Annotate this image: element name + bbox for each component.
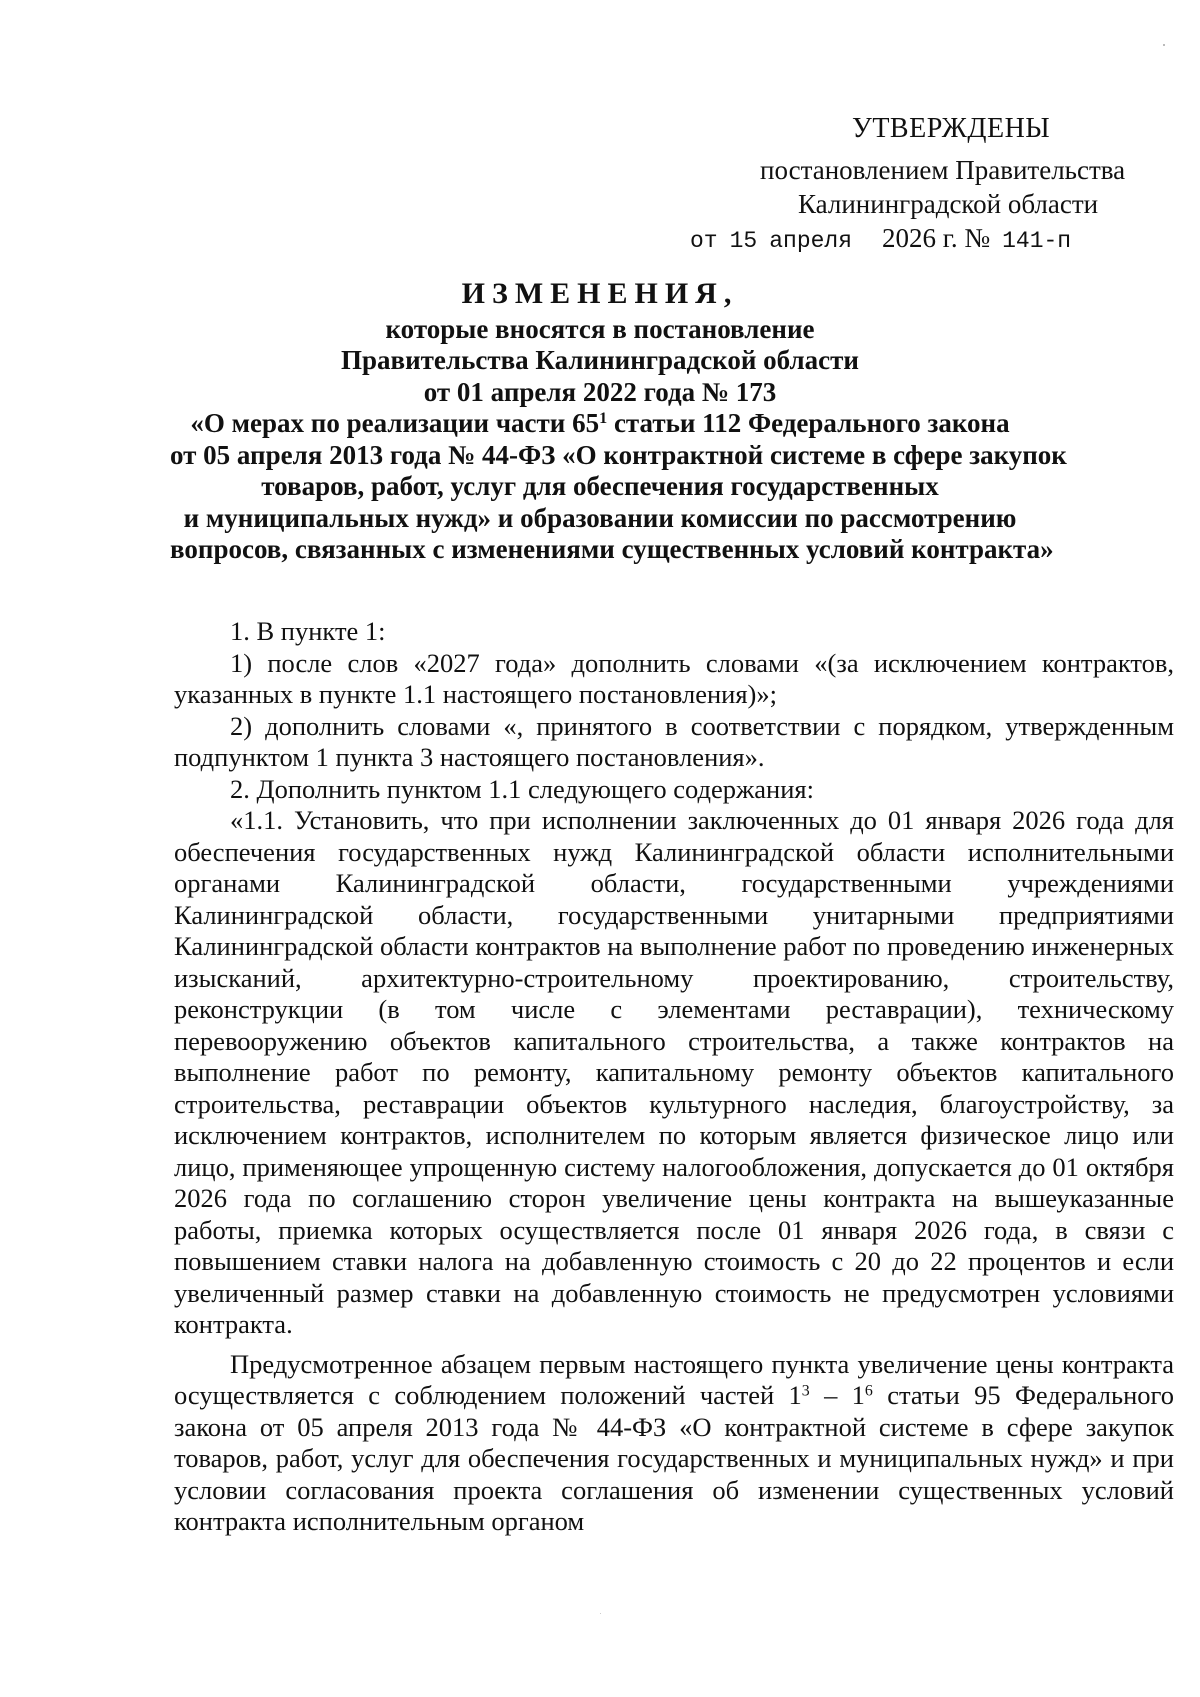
approval-title: УТВЕРЖДЕНЫ bbox=[852, 113, 1051, 144]
document-body bbox=[174, 616, 1174, 1538]
paragraph-6-superscript-1: 3 bbox=[801, 1382, 810, 1400]
paragraph-6-superscript-2: 6 bbox=[864, 1382, 873, 1400]
paragraph-3: 2) дополнить словами «, принятого в соответствии с порядком, утвержденным подпунктом 1 пункта 3 настоящего постановления». bbox=[174, 710, 1174, 772]
approval-date-day: 15 bbox=[729, 228, 758, 254]
paragraph-1: 1. В пункте 1: bbox=[230, 616, 386, 646]
title-line-4 bbox=[170, 408, 1030, 440]
paragraph-2: 1) после слов «2027 года» дополнить словами «(за исключением контрактов, указанных в пункте 1.1 настоящего постановления)»; bbox=[174, 647, 1174, 709]
approval-date-prefix: от bbox=[690, 228, 718, 254]
title-line-1: которые вносятся в постановление bbox=[385, 313, 815, 344]
paragraph-4: 2. Дополнить пунктом 1.1 следующего содержания: bbox=[230, 773, 814, 804]
approval-date-line bbox=[690, 222, 1071, 258]
paragraph-6-part-a: Предусмотренное абзацем первым настоящего пункта увеличение цены контракта осуществляется с соблюдением положений частей 1 bbox=[174, 1348, 1174, 1410]
approval-date-month: апреля bbox=[769, 228, 853, 254]
title-line-3: от 01 апреля 2022 года № 173 bbox=[423, 376, 777, 407]
approval-number: 141-п bbox=[1002, 228, 1072, 254]
title-line-2: Правительства Калининградской области bbox=[341, 345, 859, 375]
title-line-8: вопросов, связанных с изменениями существенных условий контракта» bbox=[170, 534, 1054, 564]
title-line-6: товаров, работ, услуг для обеспечения государственных bbox=[261, 471, 939, 501]
scan-speck bbox=[1163, 44, 1165, 46]
paragraph-6 bbox=[174, 1349, 1174, 1538]
title-line-7: и муниципальных нужд» и образовании комиссии по рассмотрению bbox=[183, 502, 1017, 533]
approval-line-2: Калининградской области bbox=[798, 189, 1099, 219]
title-line-4-part-b: статьи 112 Федерального закона bbox=[607, 408, 1010, 438]
paragraph-5: «1.1. Установить, что при исполнении заключенных до 01 января 2026 года для обеспечения государственных нужд Калининградской области исполнительными органами Калининградской области, государственными учреждениями Калининградской области, государственными унитарными предприятиями Калининградской области контрактов на выполнение работ по проведению инженерных изысканий, архитектурно-строительному проектированию, строительству, реконструкции (в том числе с элементами реставрации), техническому перевооружению объектов капитального строительства, а также контрактов на выполнение работ по ремонту, капитальному ремонту объектов капитального строительства, реставрации объектов культурного наследия, благоустройству, за исключением контрактов, исполнителем по которым является физическое лицо или лицо, применяющее упрощенную систему налогообложения, допускается до 01 октября 2026 года по соглашению сторон увеличение цены контракта на вышеуказанные работы, приемка которых осуществляется после 01 января 2026 года, в связи с повышением ставки налога на добавленную стоимость с 20 до 22 процентов и если увеличенный размер ставки на добавленную стоимость не предусмотрен условиями контракта. bbox=[174, 805, 1174, 1339]
title-line-4-part-a: «О мерах по реализации части 65 bbox=[190, 408, 600, 438]
paragraph-6-dash: – 1 bbox=[809, 1380, 865, 1410]
document-heading: ИЗМЕНЕНИЯ, bbox=[461, 277, 739, 310]
title-line-5: от 05 апреля 2013 года № 44-ФЗ «О контрактной системе в сфере закупок bbox=[170, 439, 1067, 470]
paragraph-6-part-b: статьи 95 Федерального закона от 05 апреля 2013 года № 44-ФЗ «О контрактной системе в сфере закупок товаров, работ, услуг для обеспечения государственных и муниципальных нужд» и при условии согласования проекта соглашения об изменении существенных условий контракта исполнительным органом bbox=[174, 1380, 1174, 1536]
approval-line-1: постановлением Правительства bbox=[760, 155, 1126, 185]
scan-speck-bottom bbox=[600, 1613, 601, 1614]
approval-date-year: 2026 г. № bbox=[882, 223, 991, 253]
document-title-block bbox=[170, 277, 1067, 566]
title-line-4-superscript: 1 bbox=[599, 409, 608, 428]
